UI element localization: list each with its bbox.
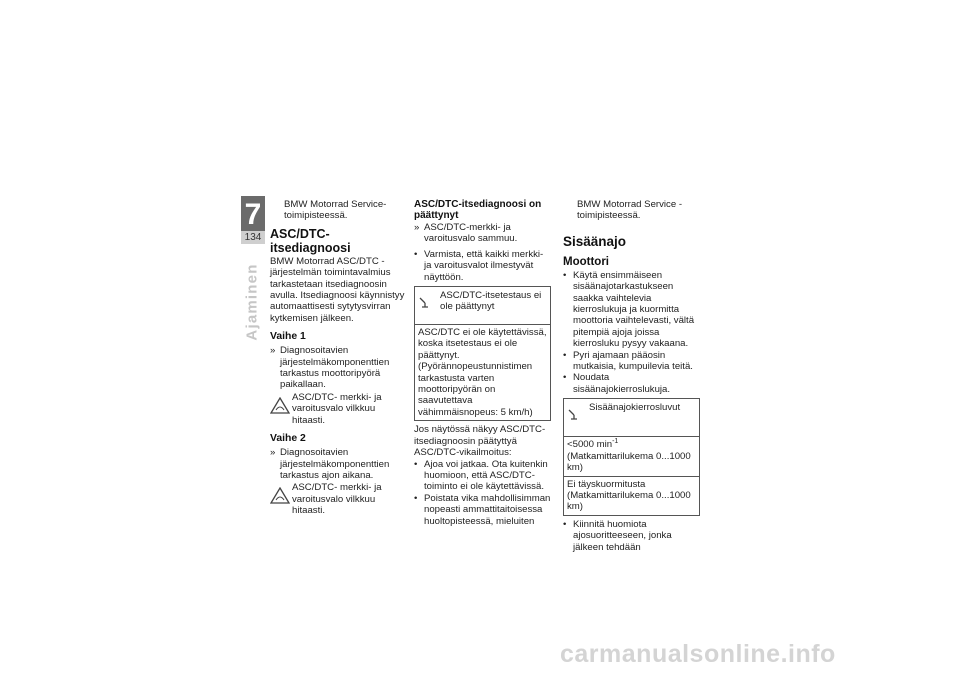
wrench-icon [567, 408, 589, 432]
note-text: ASC/DTC- merkki- ja varoitusvalo vilkkuu hitaasti. [292, 391, 382, 426]
info-box-body: ASC/DTC ei ole käytettävissä, koska itsetestaus ei ole päättynyt. (Pyörännopeustunnistimen tarkastusta varten moottoripyörän on saavutettava vähimmäisnopeus: 5 km/h) [415, 324, 550, 420]
list-item [270, 345, 407, 391]
list-item-text: Diagnosoitavien järjestelmäkomponenttien tarkastus ajon aikana. [280, 447, 390, 481]
bullet-marker: • [563, 269, 567, 281]
bullet-marker: • [563, 518, 567, 530]
watermark: carmanualsonline.info [560, 640, 836, 668]
list-item-text: Varmista, että kaikki merkki- ja varoitusvalot ilmestyvät näyttöön. [424, 248, 544, 283]
chapter-number: 7 [244, 198, 262, 231]
arrow-marker: » [270, 447, 276, 459]
bullet-marker: • [563, 372, 567, 384]
subsection-heading: Moottori [563, 255, 609, 268]
paragraph: Jos näytössä näkyy ASC/DTC-itsediagnoosin päätyttyä ASC/DTC-vikailmoitus: [414, 424, 546, 459]
intro-text: BMW Motorrad Service-toimipisteessä. [284, 199, 387, 222]
section-heading: ASC/DTC-itsediagnoosi on päättynyt [414, 199, 542, 221]
chapter-tab [241, 196, 265, 231]
info-box-header [415, 287, 550, 324]
list-item [563, 372, 700, 395]
section-heading: Sisäänajo [563, 233, 627, 249]
step-2-title: Vaihe 2 [270, 433, 306, 445]
info-box [414, 286, 551, 421]
note-text: ASC/DTC- merkki- ja varoitusvalo vilkkuu hitaasti. [292, 482, 382, 517]
rpm-range: (Matkamittarilukema 0...1000 km) [567, 450, 691, 474]
warning-light-icon [270, 397, 292, 426]
list-item-text: Poistata vika mahdollisimman nopeasti ammattitaitoisessa huoltopisteessä, mieluiten [424, 492, 551, 527]
step-1-title: Vaihe 1 [270, 331, 306, 343]
info-box-header [564, 399, 699, 436]
section-heading: ASC/DTC-itsediagnoosi [270, 226, 351, 255]
paragraph: BMW Motorrad ASC/DTC -järjestelmän toimintavalmius tarkastetaan itsediagnoosin avulla. Itsediagnoosi käynnistyy automaattisesti sytytysvirran kytkemisen jälkeen. [270, 255, 405, 324]
column-3 [563, 199, 700, 553]
info-box-title: Sisäänajokierrosluvut [589, 402, 681, 414]
info-box [563, 398, 700, 515]
rpm-unit-exponent: -1 [612, 438, 619, 446]
list-item-text: Ajoa voi jatkaa. Ota kuitenkin huomioon, että ASC/DTC-toiminto ei ole käytettävissä. [424, 458, 548, 493]
rpm-limit: <5000 min [567, 439, 613, 451]
list-item-text: ASC/DTC-merkki- ja varoitusvalo sammuu. [424, 222, 518, 245]
indicator-note [270, 482, 407, 516]
bullet-marker: • [563, 349, 567, 361]
list-item [270, 447, 407, 481]
warning-light-icon [270, 487, 292, 516]
info-box-row: Ei täyskuormitusta (Matkamittarilukema 0...1000 km) [564, 476, 699, 515]
list-item [563, 270, 700, 350]
wrench-icon [418, 296, 440, 320]
column-2 [414, 199, 551, 527]
arrow-marker: » [270, 345, 276, 357]
info-box-row [564, 436, 699, 475]
list-item [414, 459, 551, 493]
info-box-title: ASC/DTC-itsetestaus ei ole päättynyt [440, 290, 542, 313]
list-item-text: Käytä ensimmäiseen sisäänajotarkastukseen saakka vaihtelevia kierroslukuja ja kuormitta moottoria vaihtelevasti, vältä pitempiä ajoja joissa kierrosluku pysyy vakaana. [573, 269, 695, 350]
indicator-note [270, 392, 407, 426]
arrow-marker: » [414, 222, 420, 233]
list-item [414, 222, 551, 245]
bullet-marker: • [414, 492, 418, 504]
list-item-text: Diagnosoitavien järjestelmäkomponenttien tarkastus moottoripyörä paikallaan. [280, 345, 390, 391]
list-item [563, 519, 700, 553]
intro-text: BMW Motorrad Service -toimipisteessä. [577, 199, 683, 222]
list-item [414, 493, 551, 527]
page-number: 134 [241, 231, 265, 244]
chapter-label: Ajaminen [243, 263, 261, 341]
column-1 [270, 199, 407, 517]
list-item [563, 350, 700, 373]
list-item [414, 249, 551, 283]
list-item-text: Noudata sisäänajokierroslukuja. [573, 372, 671, 395]
bullet-marker: • [414, 248, 418, 260]
list-item-text: Kiinnitä huomiota ajosuoritteeseen, jonka jälkeen tehdään [573, 518, 672, 553]
bullet-marker: • [414, 458, 418, 470]
list-item-text: Pyri ajamaan pääosin mutkaisia, kumpuilevia teitä. [573, 349, 693, 373]
